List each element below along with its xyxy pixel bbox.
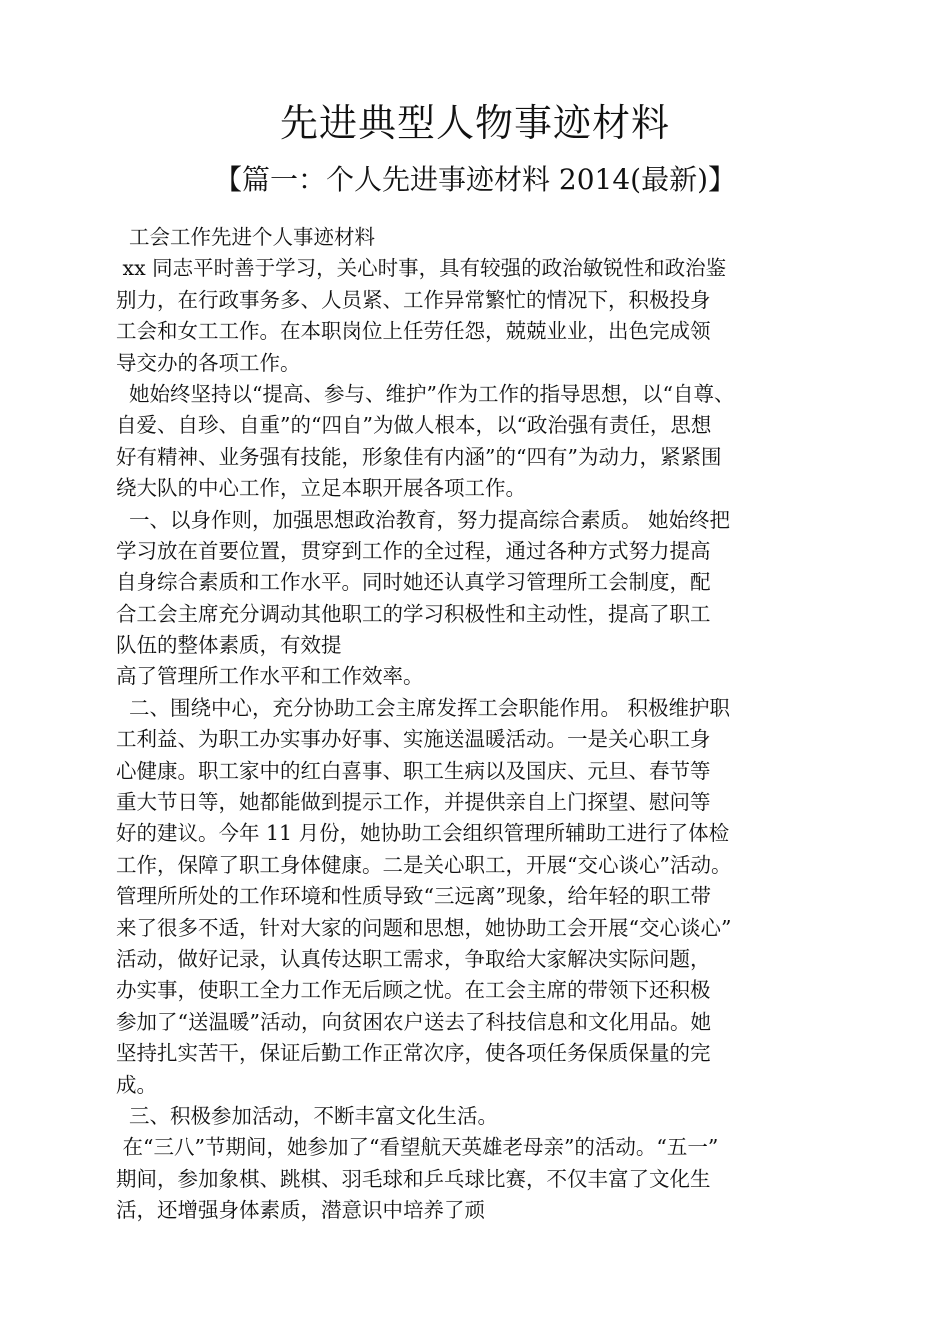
body-line: 二、围绕中心，充分协助工会主席发挥工会职能作用。 积极维护职 bbox=[116, 695, 731, 720]
body-line: 工会和女工工作。在本职岗位上任劳任怨，兢兢业业，出色完成领 bbox=[116, 319, 711, 344]
body-line: 心健康。职工家中的红白喜事、职工生病以及国庆、元旦、春节等 bbox=[116, 758, 711, 783]
body-line: 队伍的整体素质，有效提 bbox=[116, 633, 342, 658]
body-line: xx 同志平时善于学习，关心时事，具有较强的政治敏锐性和政治鉴 bbox=[116, 256, 727, 281]
body-line: 三、积极参加活动，不断丰富文化生活。 bbox=[116, 1103, 499, 1128]
body-line: 好的建议。今年 11 月份，她协助工会组织管理所辅助工进行了体检 bbox=[116, 821, 730, 846]
body-line: 自爱、自珍、自重”的“四自”为做人根本，以“政治强有责任，思想 bbox=[116, 413, 712, 438]
body-line: 导交办的各项工作。 bbox=[116, 350, 301, 375]
body-line: 期间，参加象棋、跳棋、羽毛球和乒乓球比赛，不仅丰富了文化生 bbox=[116, 1166, 711, 1191]
document-body bbox=[116, 222, 876, 1227]
body-line: 重大节日等，她都能做到提示工作，并提供亲自上门探望、慰问等 bbox=[116, 790, 711, 815]
document-subtitle: 【篇一：个人先进事迹材料 2014(最新)】 bbox=[213, 163, 736, 196]
body-line: 一、以身作则，加强思想政治教育，努力提高综合素质。 她始终把 bbox=[116, 507, 731, 532]
body-line: 参加了“送温暖”活动，向贫困农户送去了科技信息和文化用品。她 bbox=[116, 1009, 711, 1034]
body-line: 绕大队的中心工作，立足本职开展各项工作。 bbox=[116, 476, 526, 501]
body-line: 办实事，使职工全力工作无后顾之忧。在工会主席的带领下还积极 bbox=[116, 978, 711, 1003]
body-line: 工作，保障了职工身体健康。二是关心职工，开展“交心谈心”活动。 bbox=[116, 852, 732, 877]
body-line: 好有精神、业务强有技能，形象佳有内涵”的“四有”为动力，紧紧围 bbox=[116, 444, 722, 469]
body-line: 来了很多不适，针对大家的问题和思想，她协助工会开展“交心谈心” bbox=[116, 915, 732, 940]
body-line: 学习放在首要位置，贯穿到工作的全过程，通过各种方式努力提高 bbox=[116, 538, 711, 563]
body-line: 管理所所处的工作环境和性质导致“三远离”现象，给年轻的职工带 bbox=[116, 884, 711, 909]
body-line: 自身综合素质和工作水平。同时她还认真学习管理所工会制度，配 bbox=[116, 570, 711, 595]
body-line: 在“三八”节期间，她参加了“看望航天英雄老母亲”的活动。“五一” bbox=[116, 1135, 719, 1160]
body-line: 她始终坚持以“提高、参与、维护”作为工作的指导思想，以“自尊、 bbox=[116, 381, 735, 406]
body-line: 活动，做好记录，认真传达职工需求，争取给大家解决实际问题， bbox=[116, 946, 711, 971]
body-line: 工会工作先进个人事迹材料 bbox=[116, 225, 376, 249]
body-line: 工利益、为职工办实事办好事、实施送温暖活动。一是关心职工身 bbox=[116, 727, 711, 752]
body-line: 合工会主席充分调动其他职工的学习积极性和主动性，提高了职工 bbox=[116, 601, 711, 626]
body-line: 高了管理所工作水平和工作效率。 bbox=[116, 664, 424, 689]
document-title: 先进典型人物事迹材料 bbox=[279, 101, 670, 145]
body-line: 别力，在行政事务多、人员紧、工作异常繁忙的情况下，积极投身 bbox=[116, 287, 711, 312]
body-line: 活，还增强身体素质，潜意识中培养了顽 bbox=[116, 1198, 485, 1223]
body-line: 成。 bbox=[116, 1072, 157, 1097]
body-line: 坚持扎实苦干，保证后勤工作正常次序，使各项任务保质保量的完 bbox=[116, 1041, 711, 1066]
